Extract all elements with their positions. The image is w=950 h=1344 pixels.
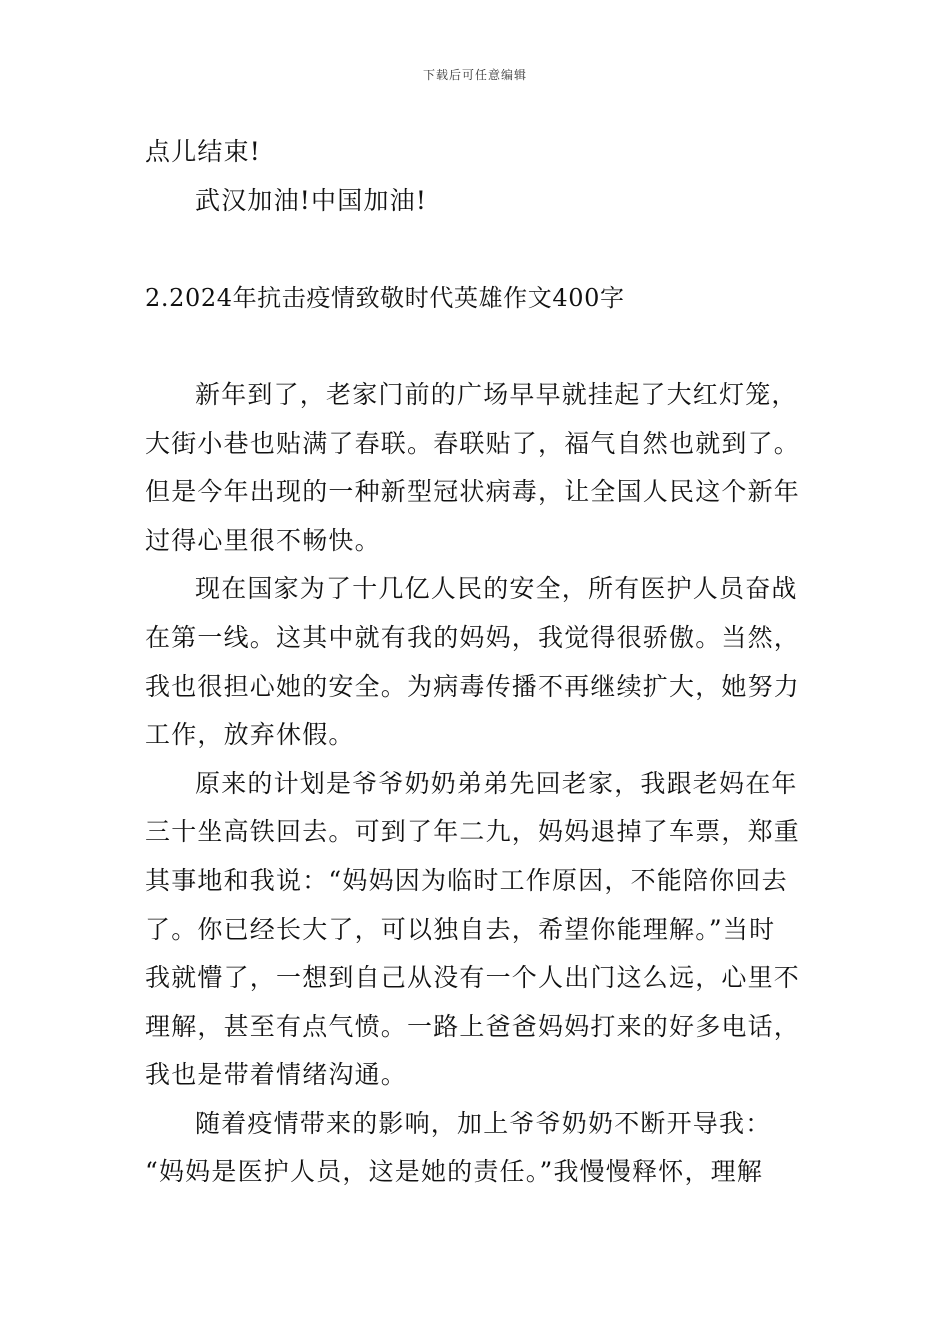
text-line: 武汉加油!中国加油! [195,185,428,215]
text-line: 新年到了，老家门前的广场早早就挂起了大红灯笼， [195,379,798,409]
text-line: 大街小巷也贴满了春联。春联贴了，福气自然也就到了。 [145,428,801,458]
text-line: 了。你已经长大了，可以独自去，希望你能理解。”当时 [145,914,776,944]
text-line: 过得心里很不畅快。 [145,525,381,555]
text-line: 原来的计划是爷爷奶奶弟弟先回老家，我跟老妈在年 [195,768,798,798]
text-line: 随着疫情带来的影响，加上爷爷奶奶不断开导我： [195,1108,772,1138]
text-line: 在第一线。这其中就有我的妈妈，我觉得很骄傲。当然， [145,622,801,652]
text-line: 我也很担心她的安全。为病毒传播不再继续扩大，她努力 [145,671,801,701]
text-line: 三十坐高铁回去。可到了年二九，妈妈退掉了车票，郑重 [145,817,801,847]
text-line: 理解，甚至有点气愤。一路上爸爸妈妈打来的好多电话， [145,1011,801,1041]
text-line: 我也是带着情绪沟通。 [145,1060,408,1090]
document-body [145,128,810,1197]
text-line: 点儿结束! [145,137,262,166]
text-line: 其事地和我说：“妈妈因为临时工作原因，不能陪你回去 [145,865,788,895]
text-line: 工作，放弃休假。 [145,720,355,750]
text-line: 现在国家为了十几亿人民的安全，所有医护人员奋战 [195,574,798,604]
blank-line [145,322,810,371]
text-line: 但是今年出现的一种新型冠状病毒，让全国人民这个新年 [145,477,801,507]
section-heading: 2.2024年抗击疫情致敬时代英雄作文400字 [145,283,625,312]
blank-line [145,225,810,274]
text-line: 我就懵了，一想到自己从没有一个人出门这么远，心里不 [145,963,801,993]
header-note: 下载后可任意编辑 [422,68,527,82]
text-line: “妈妈是医护人员，这是她的责任。”我慢慢释怀，理解 [145,1157,764,1187]
